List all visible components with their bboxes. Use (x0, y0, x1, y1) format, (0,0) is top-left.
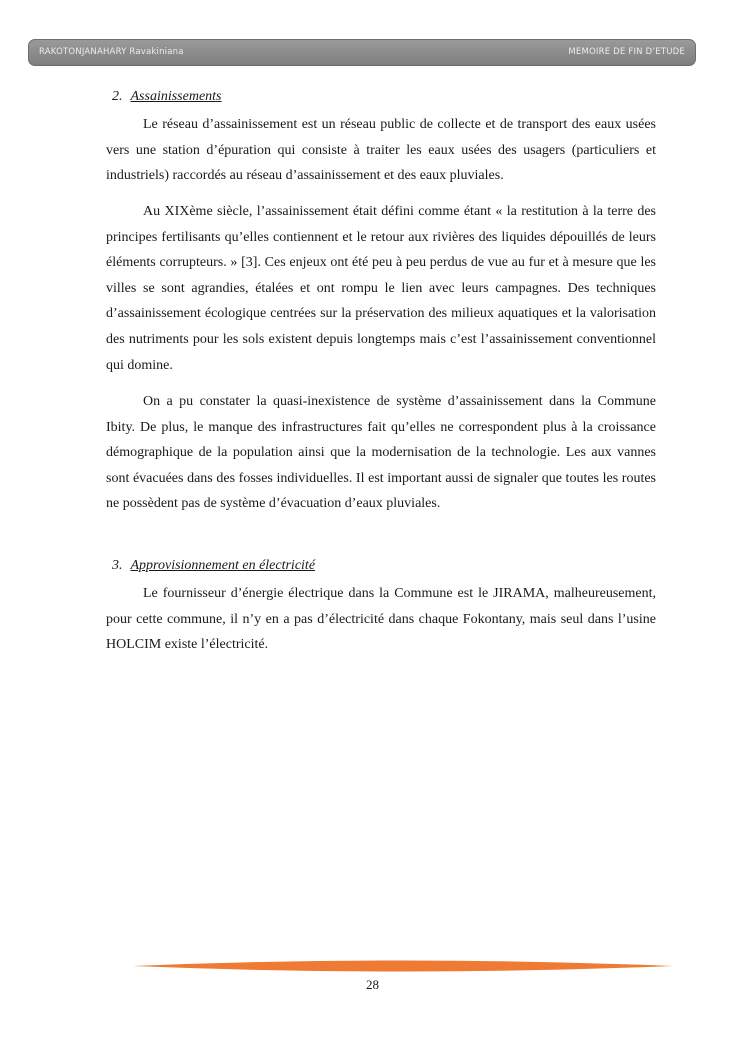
section-heading-electricite (112, 558, 315, 574)
page-header (28, 39, 696, 66)
section-title: Approvisionnement en électricité (130, 558, 316, 573)
section-title: Assainissements (130, 89, 222, 104)
footer-decorative-bar (133, 958, 673, 974)
paragraph: Le réseau d’assainissement est un réseau public de collecte et de transport des eaux usées vers une station d’épuration qui consiste à traiter les eaux usées des usagers (particuliers et industriels) raccordés au réseau d’assainissement et des eaux pluviales. (106, 117, 656, 184)
section-number: 3. (112, 558, 123, 573)
header-author: RAKOTONJANAHARY Ravakiniana (39, 47, 184, 57)
paragraph: On a pu constater la quasi-inexistence de système d’assainissement dans la Commune Ibity. De plus, le manque des infrastructures fait qu’elles ne correspondent plus à la croissance démographique de la population ainsi que la modernisation de la technologie. Les aux vannes sont évacuées dans des fosses individuelles. Il est important aussi de signaler que toutes les routes ne possèdent pas de système d’évacuation d’eaux pluviales. (106, 394, 656, 512)
footer-bar-shape (133, 961, 673, 972)
section-heading-assainissements (112, 89, 222, 105)
paragraph: Le fournisseur d’énergie électrique dans la Commune est le JIRAMA, malheureusement, pour cette commune, il n’y en a pas d’électricité dans chaque Fokontany, mais seul dans l’usine HOLCIM existe l’électricité. (106, 586, 656, 653)
page-number: 28 (366, 977, 379, 992)
section-number: 2. (112, 89, 123, 104)
header-document-type: MEMOIRE DE FIN D’ETUDE (568, 47, 685, 57)
paragraph: Au XIXème siècle, l’assainissement était défini comme étant « la restitution à la terre des principes fertilisants qu’elles contiennent et le retour aux rivières des liquides dépouillés de leurs éléments corrupteurs. » [3]. Ces enjeux ont été peu à peu perdus de vue au fur et à mesure que les villes se sont agrandies, étalées et ont rompu le lien avec leurs campagnes. Des techniques d’assainissement écologique centrées sur la préservation des milieux aquatiques et la valorisation des nutriments pour les sols existent depuis longtemps mais c’est l’assainissement conventionnel qui domine. (106, 204, 656, 373)
